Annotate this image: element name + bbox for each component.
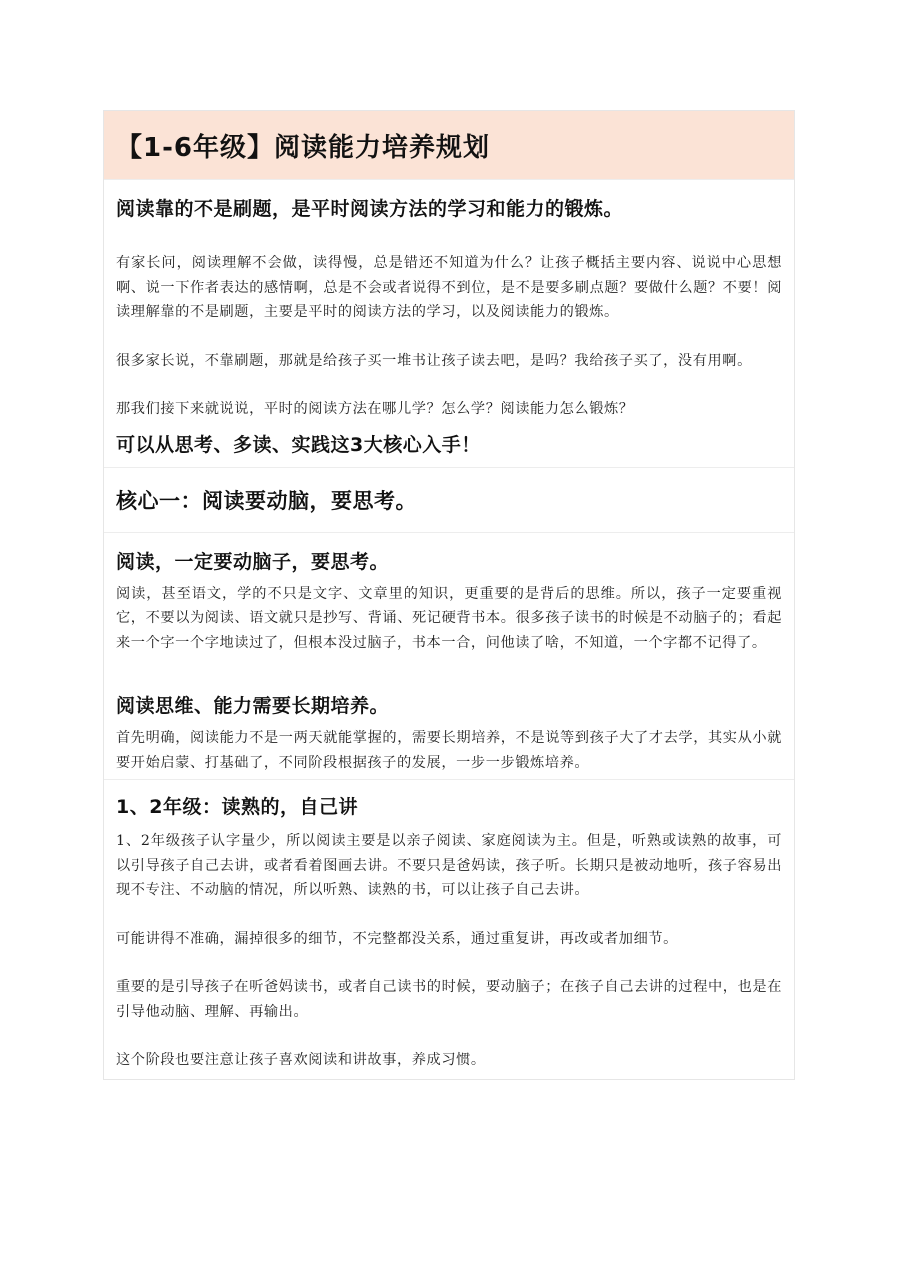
page-title: 【1-6年级】阅读能力培养规划: [116, 132, 490, 163]
ability-paragraph: 首先明确，阅读能力不是一两天就能掌握的，需要长期培养，不是说等到孩子大了才去学，其实从小就要开始启蒙、打基础了，不同阶段根据孩子的发展，一步一步锻炼培养。: [116, 730, 782, 771]
think-section: [104, 533, 794, 781]
intro-section: [104, 180, 794, 468]
core1-heading: 核心一：阅读要动脑，要思考。: [116, 488, 417, 513]
intro-heading: 阅读靠的不是刷题，是平时阅读方法的学习和能力的锻炼。: [116, 198, 624, 220]
grade12-paragraph: 可能讲得不准确，漏掉很多的细节，不完整都没关系，通过重复讲，再改或者加细节。: [116, 930, 678, 947]
grade12-paragraph: 重要的是引导孩子在听爸妈读书，或者自己读书的时候，要动脑子；在孩子自己去讲的过程中，也是在引导他动脑、理解、再输出。: [116, 979, 782, 1020]
grade12-heading: 1、2年级：读熟的，自己讲: [116, 796, 358, 818]
intro-paragraph: 很多家长说，不靠刷题，那就是给孩子买一堆书让孩子读去吧，是吗？我给孩子买了，没有用啊。: [116, 352, 752, 369]
grade12-paragraph: 1、2年级孩子认字量少，所以阅读主要是以亲子阅读、家庭阅读为主。但是，听熟或读熟的故事，可以引导孩子自己去讲，或者看着图画去讲。不要只是爸妈读，孩子听。长期只是被动地听，孩子容易出现不专注、不动脑的情况，所以听熟、读熟的书，可以让孩子自己去讲。: [116, 833, 782, 898]
intro-paragraph: 那我们接下来就说说，平时的阅读方法在哪儿学？怎么学？阅读能力怎么锻炼？: [116, 401, 634, 417]
grade12-paragraph: 这个阶段也要注意让孩子喜欢阅读和讲故事，养成习惯。: [116, 1052, 486, 1068]
intro-conclusion: 可以从思考、多读、实践这3大核心入手！: [116, 433, 481, 456]
core1-section: [104, 468, 794, 533]
title-bar: [104, 111, 794, 180]
ability-heading: 阅读思维、能力需要长期培养。: [116, 695, 390, 717]
think-paragraph: 阅读，甚至语文，学的不只是文字、文章里的知识，更重要的是背后的思维。所以，孩子一定要重视它，不要以为阅读、语文就只是抄写、背诵、死记硬背书本。很多孩子读书的时候是不动脑子的；看起来一个字一个字地读过了，但根本没过脑子，书本一合，问他读了啥，不知道，一个字都不记得了。: [116, 585, 782, 651]
document-card: [103, 110, 795, 1080]
grade12-section: [104, 780, 794, 1079]
intro-paragraph: 有家长问，阅读理解不会做，读得慢，总是错还不知道为什么？让孩子概括主要内容、说说中心思想啊、说一下作者表达的感情啊，总是不会或者说得不到位，是不是要多刷点题？要做什么题？不要！阅读理解靠的不是刷题，主要是平时的阅读方法的学习，以及阅读能力的锻炼。: [116, 255, 782, 320]
think-heading: 阅读，一定要动脑子，要思考。: [116, 550, 390, 573]
